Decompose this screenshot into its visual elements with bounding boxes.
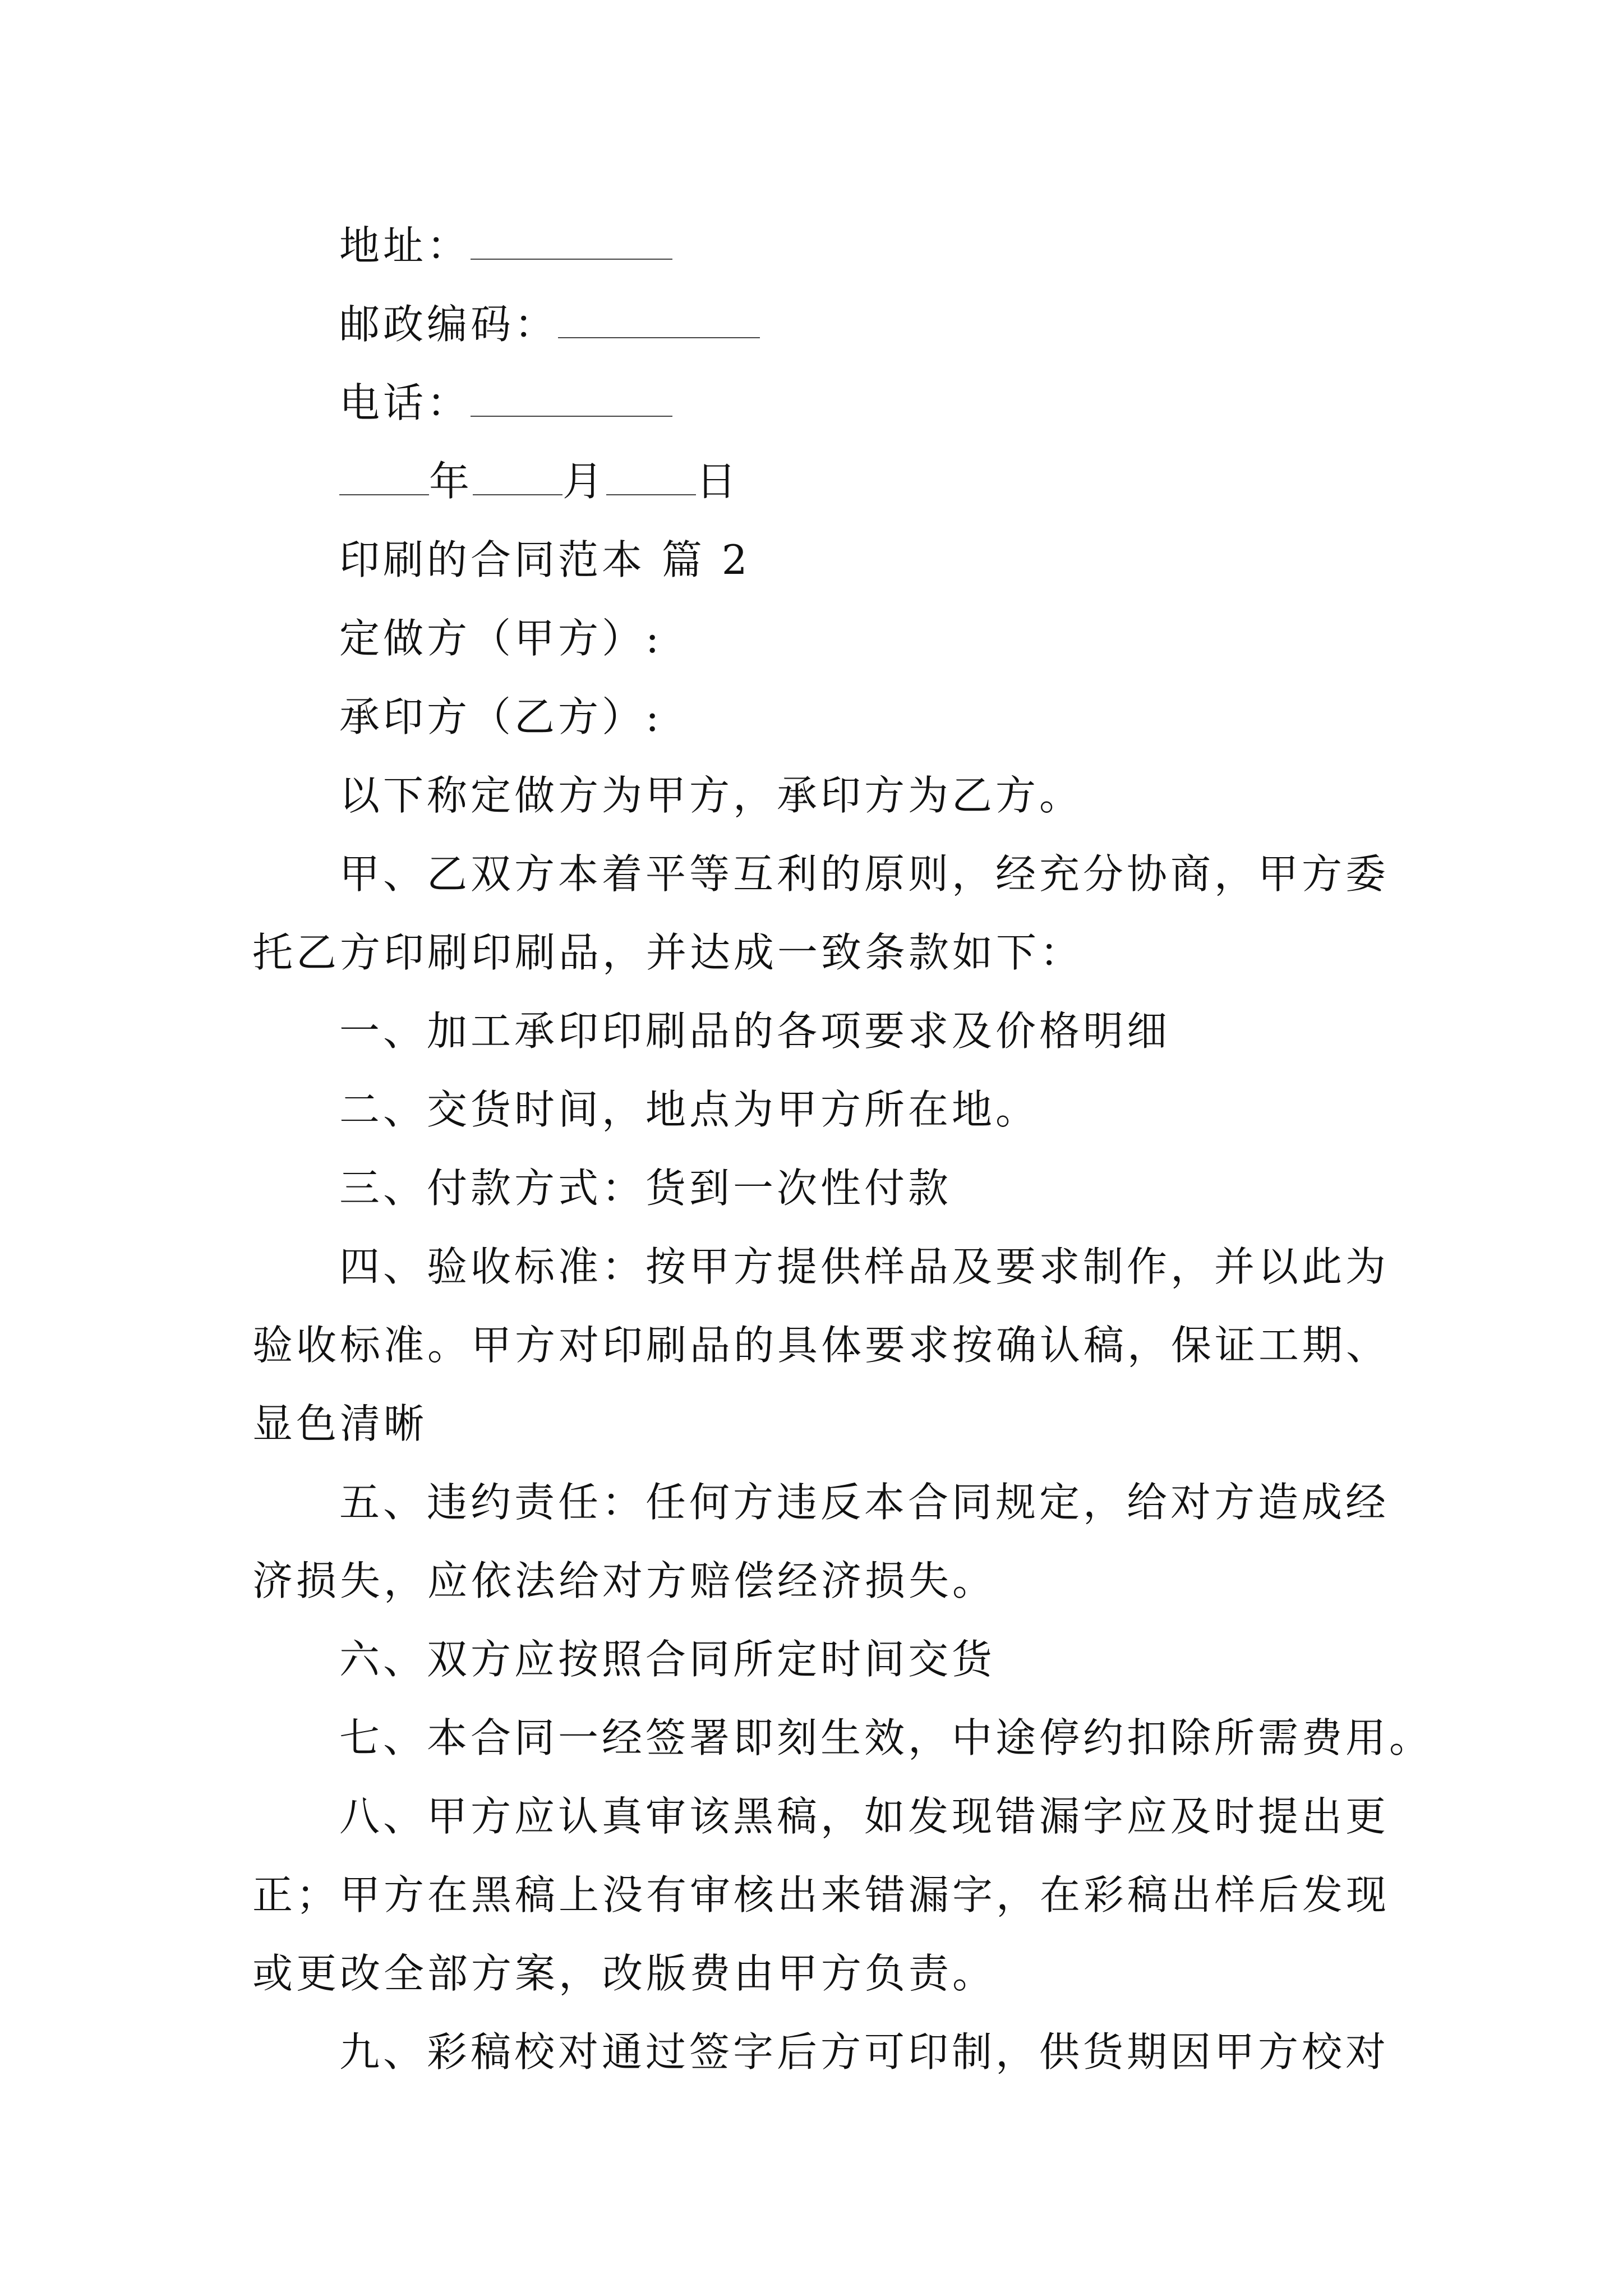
paragraph-line: 济损失，应依法给对方赔偿经济损失。 <box>252 1557 997 1604</box>
section-title: 印刷的合同范本 篇 2 <box>339 536 751 583</box>
paragraph-line: 验收标准。甲方对印刷品的具体要求按确认稿，保证工期、 <box>252 1322 1390 1369</box>
month-label: 月 <box>562 458 607 505</box>
address-label: 地址： <box>339 222 471 269</box>
paragraph-line: 甲、乙双方本着平等互利的原则，经充分协商，甲方委 <box>339 850 1390 898</box>
day-blank <box>606 461 696 495</box>
paragraph-line: 三、付款方式：货到一次性付款 <box>339 1165 952 1212</box>
paragraph-line: 八、甲方应认真审该黑稿，如发现错漏字应及时提出更 <box>339 1793 1390 1840</box>
postcode-label: 邮政编码： <box>339 301 559 348</box>
party-a-line: 定做方（甲方）: <box>339 615 663 662</box>
paragraph-line: 二、交货时间，地点为甲方所在地。 <box>339 1086 1040 1133</box>
address-blank <box>471 225 672 260</box>
paragraph-line: 以下称定做方为甲方，承印方为乙方。 <box>339 772 1083 819</box>
postcode-line <box>0 296 1623 352</box>
year-label: 年 <box>429 458 473 505</box>
phone-blank <box>471 382 672 417</box>
paragraph-line: 或更改全部方案，改版费由甲方负责。 <box>252 1950 997 1997</box>
postcode-blank <box>558 303 760 338</box>
paragraph-line: 五、违约责任：任何方违反本合同规定，给对方造成经 <box>339 1479 1390 1526</box>
paragraph-line: 托乙方印刷印刷品，并达成一致条款如下： <box>252 929 1084 976</box>
paragraph-line: 四、验收标准：按甲方提供样品及要求制作，并以此为 <box>339 1243 1390 1290</box>
paragraph-line: 七、本合同一经签署即刻生效，中途停约扣除所需费用。 <box>339 1714 1433 1761</box>
year-blank <box>339 461 429 495</box>
paragraph-line: 一、加工承印印刷品的各项要求及价格明细 <box>339 1007 1171 1055</box>
party-b-line: 承印方（乙方）: <box>339 693 663 740</box>
address-line <box>0 218 1623 274</box>
paragraph-line: 正；甲方在黑稿上没有审核出来错漏字，在彩稿出样后发现 <box>252 1871 1390 1918</box>
month-blank <box>473 461 562 495</box>
day-label: 日 <box>696 458 740 505</box>
paragraph-line: 九、彩稿校对通过签字后方可印制，供货期因甲方校对 <box>339 2028 1390 2076</box>
paragraph-line: 显色清晰 <box>252 1400 428 1447</box>
paragraph-line: 六、双方应按照合同所定时间交货 <box>339 1636 996 1683</box>
phone-label: 电话： <box>339 379 471 426</box>
phone-line <box>0 375 1623 431</box>
date-line <box>0 453 1623 509</box>
